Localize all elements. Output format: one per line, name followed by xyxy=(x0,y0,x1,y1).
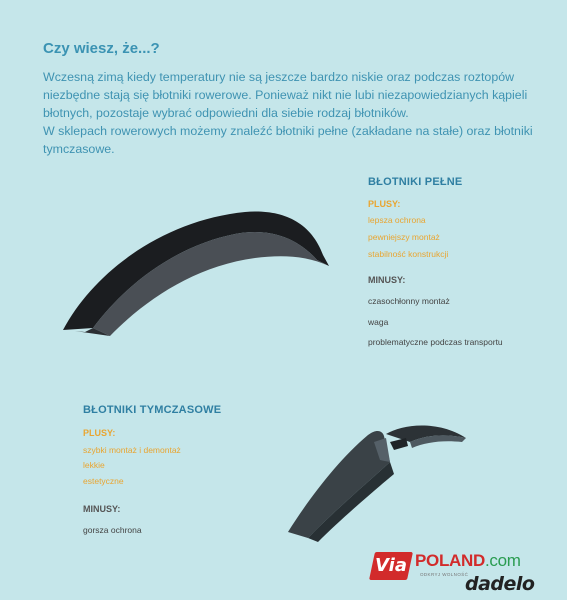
dadelo-logo: dadelo xyxy=(465,573,535,595)
temp-plus-item: szybki montaż i demontaż xyxy=(83,445,181,455)
temp-fenders-title: BŁOTNIKI TYMCZASOWE xyxy=(83,404,222,416)
full-plus-item: pewniejszy montaż xyxy=(368,232,440,242)
intro-text xyxy=(43,68,543,158)
temp-fenders-minus-label: MINUSY: xyxy=(83,504,121,514)
temp-minus-item: gorsza ochrona xyxy=(83,525,142,535)
temp-plus-item: lekkie xyxy=(83,460,105,470)
temporary-fender-image xyxy=(278,420,474,544)
temp-fenders-plus-label: PLUSY: xyxy=(83,428,116,438)
via-logo-text: Via xyxy=(375,555,407,576)
full-fenders-title: BŁOTNIKI PEŁNE xyxy=(368,176,463,188)
full-minus-item: waga xyxy=(368,317,389,327)
full-fender-image xyxy=(55,200,345,340)
via-logo xyxy=(369,552,413,580)
logo-tagline: ODKRYJ WOLNOŚĆ xyxy=(420,572,469,577)
com-logo-text: .com xyxy=(484,551,521,570)
poland-logo-text: POLAND xyxy=(415,551,485,570)
temp-plus-item: estetyczne xyxy=(83,476,124,486)
full-fenders-minus-label: MINUSY: xyxy=(368,275,406,285)
page-heading: Czy wiesz, że...? xyxy=(43,40,160,57)
intro-paragraph-1: Wczesną zimą kiedy temperatury nie są jeszcze bardzo niskie oraz podczas roztopów niezbędne stają się błotniki rowerowe. Ponieważ nikt nie lubi niezapowiedzianych kąpieli błotnych, pozostaje wybrać odpowiedni dla siebie rodzaj błotników. xyxy=(43,70,528,120)
poland-logo xyxy=(415,551,521,571)
full-plus-item: lepsza ochrona xyxy=(368,215,426,225)
full-minus-item: problematyczne podczas transportu xyxy=(368,337,503,347)
intro-paragraph-2: W sklepach rowerowych możemy znaleźć błotniki pełne (zakładane na stałe) oraz błotniki tymczasowe. xyxy=(43,124,533,156)
full-plus-item: stabilność konstrukcji xyxy=(368,249,449,259)
full-fenders-plus-label: PLUSY: xyxy=(368,199,401,209)
full-minus-item: czasochłonny montaż xyxy=(368,296,450,306)
